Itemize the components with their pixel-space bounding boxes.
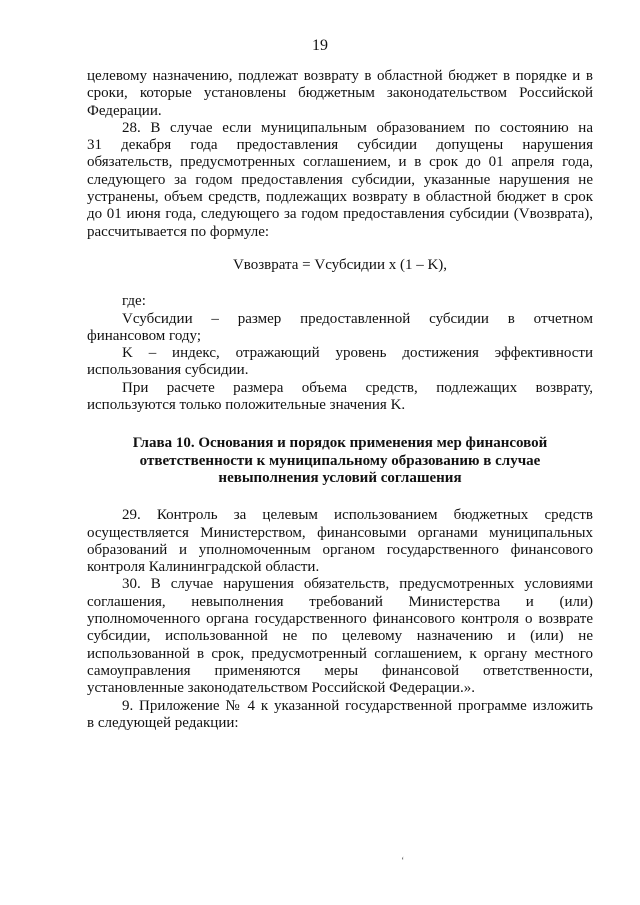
where-label: где: — [122, 293, 146, 310]
text-line: контроля Калининградской области. — [87, 559, 320, 576]
text-line: При расчете размера объема средств, подлежащих возврату, — [122, 379, 593, 396]
text-line: используются только положительные значения K. — [87, 397, 406, 414]
definition-v-subsidy — [87, 311, 593, 346]
page-number: 19 — [312, 37, 328, 54]
text-line: финансовом году; — [87, 327, 202, 344]
text-line: сроки, которые установлены бюджетным законодательством Российской — [87, 85, 593, 102]
paragraph-29 — [87, 507, 593, 576]
text-line: 31 декабря года предоставления субсидии допущены нарушения — [87, 137, 593, 154]
text-line: Vсубсидии – размер предоставленной субсидии в отчетном — [122, 310, 593, 327]
paragraph-continuation — [87, 68, 593, 120]
text-line: использованной в срок, предусмотренный соглашением, к органу местного — [87, 645, 593, 662]
text-line: обязательств, предусмотренных соглашением, и в срок до 01 апреля года, — [87, 154, 593, 171]
heading-line: Глава 10. Основания и порядок применения мер финансовой — [132, 435, 548, 452]
formula: Vвозврата = Vсубсидии x (1 – K), — [232, 256, 448, 273]
text-line: использования субсидии. — [87, 362, 249, 379]
paragraph-30 — [87, 576, 593, 697]
text-line: 9. Приложение № 4 к указанной государственной программе изложить — [122, 697, 593, 714]
document-body — [87, 68, 593, 732]
text-line: Федерации. — [87, 102, 162, 119]
text-line: образований и уполномоченным органом государственного финансового — [87, 541, 593, 558]
text-line: установленные законодательством Российской Федерации.». — [87, 680, 475, 697]
heading-line: невыполнения условий соглашения — [218, 469, 462, 486]
definition-k-note — [87, 380, 593, 415]
text-line: субсидии, использованной не по целевому назначению и (или) не — [87, 628, 593, 645]
text-line: 30. В случае нарушения обязательств, предусмотренных условиями — [122, 576, 593, 593]
text-line: уполномоченного органа государственного финансового контроля о возврате — [87, 611, 593, 628]
text-line: целевому назначению, подлежат возврату в областной бюджет в порядке и в — [87, 68, 593, 84]
text-line: осуществляется Министерством, финансовыми органами муниципальных — [87, 524, 593, 541]
text-line: K – индекс, отражающий уровень достижения эффективности — [122, 345, 593, 362]
text-line: 29. Контроль за целевым использованием бюджетных средств — [122, 507, 593, 524]
definition-k — [87, 345, 593, 380]
paragraph-28 — [87, 120, 593, 241]
text-line: рассчитывается по формуле: — [87, 223, 270, 240]
text-line: самоуправления применяются меры финансовой ответственности, — [87, 662, 593, 679]
text-line: в следующей редакции: — [87, 714, 239, 731]
paragraph-9 — [87, 698, 593, 733]
text-line: следующего за годом предоставления субсидии, указанные нарушения не — [87, 171, 593, 188]
text-line: соглашения, невыполнения требований Министерства и (или) — [87, 593, 593, 610]
text-line: 28. В случае если муниципальным образованием по состоянию на — [122, 119, 593, 136]
text-line: до 01 июня года, следующего за годом предоставления субсидии (Vвозврата), — [87, 206, 593, 223]
heading-line: ответственности к муниципальному образованию в случае — [139, 452, 541, 469]
scan-mark: ʻ — [401, 856, 405, 867]
chapter-heading — [87, 435, 593, 487]
text-line: устранены, объем средств, подлежащих возврату в областной бюджет в срок — [87, 189, 593, 206]
